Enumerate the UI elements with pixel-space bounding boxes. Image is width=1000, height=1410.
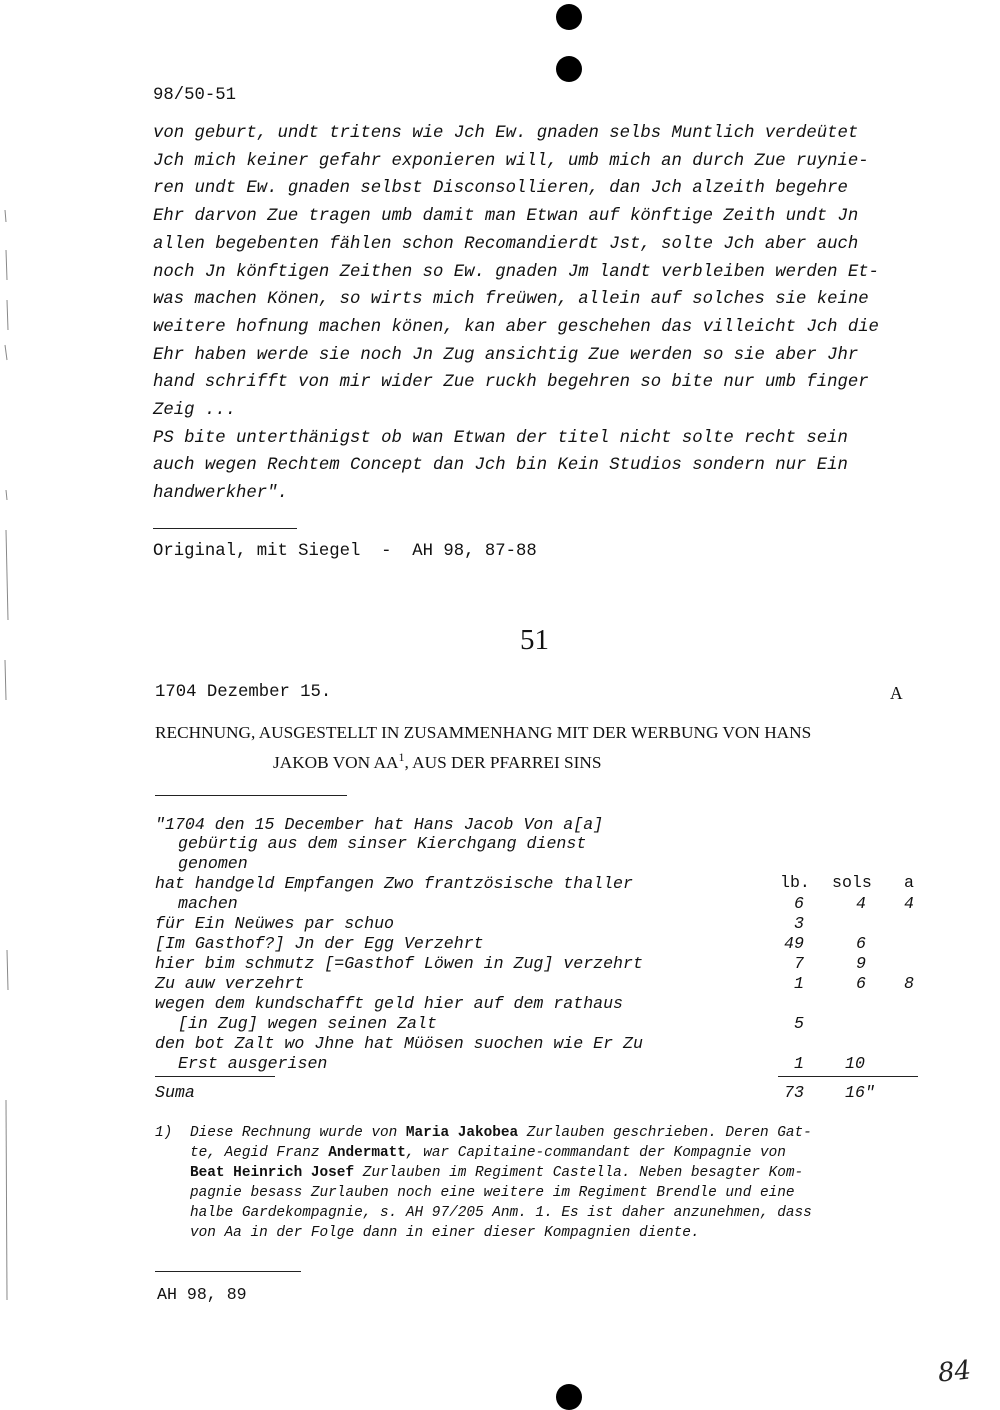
divider: [155, 1271, 301, 1272]
letter-line: Zeig ...: [153, 401, 236, 420]
punch-hole-top-1: [556, 4, 582, 30]
letter-line: hand schrifft von mir wider Zue ruckh begehren so bite nur umb finger: [153, 373, 869, 393]
divider: [155, 795, 347, 796]
footnote-line: halbe Gardekompagnie, s. AH 97/205 Anm. 1. Es ist daher anzunehmen, dass: [190, 1205, 812, 1221]
cell-lb: 3: [794, 914, 804, 933]
cell-lb: 5: [794, 1014, 804, 1033]
letter-line: was machen Könen, so wirts mich freüwen, allein auf solches sie keine: [153, 290, 869, 310]
footnote-mark: 1: [398, 750, 405, 764]
cell-lb: 1: [794, 1054, 804, 1073]
intro-line: gebürtig aus dem sinser Kierchgang dienst: [178, 834, 587, 853]
footnote-name: Beat Heinrich Josef: [190, 1165, 355, 1181]
footnote-line: [190, 1145, 786, 1161]
footnote-name: Maria Jakobea: [405, 1125, 519, 1141]
footnote-text: Zurlauben im Regiment Castella. Neben besagter Kom-: [354, 1165, 804, 1181]
cell-lb: 1: [794, 974, 804, 993]
letter-line: Jch mich keiner gefahr exponieren will, umb mich an durch Zue ruynie-: [153, 151, 869, 171]
footnote-text: Diese Rechnung wurde von: [190, 1125, 406, 1141]
cell-sols: 10: [845, 1054, 865, 1073]
letter-line: von geburt, undt tritens wie Jch Ew. gnaden selbs Muntlich verdeütet: [153, 124, 859, 143]
document-class: A: [890, 683, 903, 703]
footnote-line: pagnie besass Zurlauben noch eine weitere im Regiment Brendle und eine: [190, 1185, 795, 1201]
table-row: machen: [178, 894, 238, 913]
footnote-text: te, Aegid Franz: [190, 1145, 329, 1161]
page-reference: 98/50-51: [153, 86, 236, 105]
footnote-text: , war Capitaine-commandant der Kompagnie von: [405, 1145, 786, 1161]
column-header-a: a: [904, 873, 914, 892]
column-header-lb: lb.: [780, 873, 810, 892]
footnote-marker: 1): [155, 1125, 173, 1141]
cell-sols: 4: [856, 894, 866, 913]
cell-sols: 6: [856, 934, 866, 953]
letter-line: allen begebenten fählen schon Recomandierdt Jst, solte Jch aber auch: [153, 234, 859, 254]
table-row: für Ein Neüwes par schuo: [155, 914, 394, 933]
table-row: hier bim schmutz [=Gasthof Löwen in Zug] verzehrt: [155, 954, 643, 973]
column-header-sols: sols: [832, 873, 872, 892]
cell-lb: 7: [794, 954, 804, 973]
heading-name: JAKOB VON AA: [273, 752, 399, 772]
document-number: 51: [520, 624, 549, 656]
footnote-line: [190, 1165, 803, 1181]
punch-hole-top-2: [556, 56, 582, 82]
letter-line: auch wegen Rechtem Concept dan Jch bin Kein Studios sondern nur Ein: [153, 456, 848, 476]
cell-lb: 6: [794, 894, 804, 913]
table-row: Erst ausgerisen: [178, 1054, 328, 1073]
table-row: den bot Zalt wo Jhne hat Müösen suochen wie Er Zu: [155, 1034, 643, 1053]
source-citation-previous: Original, mit Siegel - AH 98, 87-88: [153, 542, 537, 561]
letter-line: Ehr haben werde sie noch Jn Zug ansichtig Zue werden so sie aber Jhr: [153, 345, 859, 365]
total-underline: [155, 1076, 275, 1077]
cell-lb: 49: [784, 934, 804, 953]
footnote-text: Zurlauben geschrieben. Deren Gat-: [518, 1125, 812, 1141]
footnote-line: [190, 1125, 812, 1141]
cell-sols: 9: [856, 954, 866, 973]
letter-line: handwerkher".: [153, 484, 288, 504]
letter-line: ren undt Ew. gnaden selbst Disconsollieren, dan Jch alzeith begehre: [153, 179, 848, 199]
intro-line: "1704 den 15 December hat Hans Jacob Von a[a]: [155, 815, 604, 834]
letter-line: Ehr darvon Zue tragen umb damit man Etwan auf könftige Zeith undt Jn: [153, 207, 859, 227]
document-heading: [155, 721, 811, 775]
total-lb: 73: [784, 1083, 804, 1102]
letter-line: weitere hofnung machen könen, kan aber geschehen das villeicht Jch die: [153, 317, 879, 337]
total-label: Suma: [155, 1083, 195, 1102]
table-row: [in Zug] wegen seinen Zalt: [178, 1014, 437, 1033]
divider: [153, 528, 297, 529]
cell-a: 4: [904, 894, 914, 913]
heading-line-2: [155, 745, 811, 775]
footnote-name: Andermatt: [328, 1145, 406, 1161]
table-row: [Im Gasthof?] Jn der Egg Verzehrt: [155, 934, 484, 953]
total-sols: 16": [845, 1083, 875, 1102]
handwritten-page-number: 84: [936, 1355, 973, 1389]
letter-line: noch Jn könftigen Zeithen so Ew. gnaden Jm landt verbleiben werden Et-: [153, 262, 879, 282]
table-row: wegen dem kundschafft geld hier auf dem rathaus: [155, 994, 624, 1013]
heading-line-1: RECHNUNG, AUSGESTELLT IN ZUSAMMENHANG MIT DER WERBUNG VON HANS: [155, 723, 812, 742]
heading-rest: , AUS DER PFARREI SINS: [404, 752, 602, 772]
intro-line: genomen: [178, 854, 248, 873]
scan-edge-marks: [0, 0, 14, 1409]
table-row: hat handgeld Empfangen Zwo frantzösische thaller: [155, 874, 633, 893]
table-row: Zu auw verzehrt: [155, 974, 305, 993]
total-underline: [778, 1076, 918, 1077]
cell-a: 8: [904, 974, 914, 993]
document-date: 1704 Dezember 15.: [155, 683, 332, 702]
cell-sols: 6: [856, 974, 866, 993]
letter-line: PS bite unterthänigst ob wan Etwan der titel nicht solte recht sein: [153, 428, 848, 448]
source-citation-current: AH 98, 89: [157, 1285, 247, 1304]
footnote-line: von Aa in der Folge dann in einer dieser Kompagnien diente.: [190, 1225, 700, 1241]
punch-hole-bottom: [556, 1384, 582, 1410]
